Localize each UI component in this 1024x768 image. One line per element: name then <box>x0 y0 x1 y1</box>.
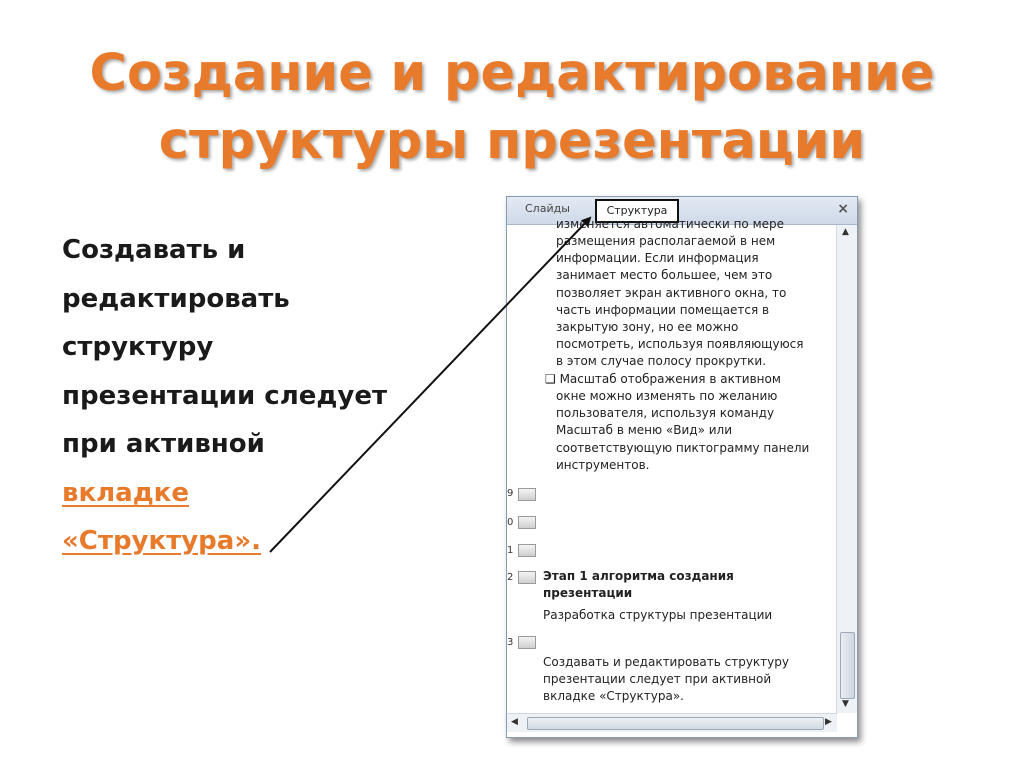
slide-body-text: презентации следует при активной <box>543 672 772 686</box>
scroll-left-icon[interactable]: ◀ <box>511 717 518 727</box>
outline-text-line: инструментов. <box>556 458 650 472</box>
outline-text-line: часть информации помещается в <box>556 303 770 317</box>
slide-number: 9 <box>507 488 514 499</box>
slide-number: 3 <box>507 637 514 648</box>
outline-text-line: изменяется автоматически по мере <box>556 217 785 231</box>
slide-number: 1 <box>507 545 514 556</box>
outline-text-line: соответствующую пиктограмму панели <box>556 441 810 455</box>
body-line: при активной <box>62 429 265 459</box>
tab-outline[interactable]: Структура <box>595 199 679 223</box>
outline-text-line: Масштаб в меню «Вид» или <box>556 423 733 437</box>
outline-text-line: в этом случае полосу прокрутки. <box>556 354 767 368</box>
outline-text-line: посмотреть, используя появляющуюся <box>556 337 804 351</box>
slide-body-text: вкладке «Структура». <box>543 689 684 703</box>
slide-title-text: Этап 1 алгоритма создания <box>543 569 734 583</box>
outline-text-line: размещения располагаемой в нем <box>556 234 776 248</box>
outline-text-line: закрытую зону, но ее можно <box>556 320 739 334</box>
body-line: презентации следует <box>62 380 388 411</box>
outline-text-line: позволяет экран активного окна, то <box>556 286 787 300</box>
body-line: структуру <box>62 332 214 362</box>
outline-bullet-line: ❑ Масштаб отображения в активном <box>545 372 781 386</box>
slide-body-text: Создавать и редактировать структуру <box>543 655 789 669</box>
scroll-up-icon[interactable]: ▲ <box>842 227 849 237</box>
body-line: Создавать и <box>62 235 246 265</box>
tab-slides[interactable]: Слайды <box>525 202 570 215</box>
outline-tab-link[interactable]: вкладке <box>62 477 189 508</box>
outline-text-line: окне можно изменять по желанию <box>556 389 778 403</box>
outline-text-line: пользователя, используя команду <box>556 406 775 420</box>
slide-title-line1: Создание и редактирование <box>89 44 935 103</box>
outline-tab-link-quote[interactable]: «Структура». <box>62 526 261 556</box>
scroll-right-icon[interactable]: ▶ <box>825 717 832 727</box>
slide-number: 0 <box>507 517 514 528</box>
slide-body-text: Разработка структуры презентации <box>543 608 773 622</box>
scroll-down-icon[interactable]: ▼ <box>842 699 849 709</box>
close-icon[interactable]: × <box>837 201 849 217</box>
body-line: редактировать <box>62 283 290 314</box>
slide-title-line2: структуры презентации <box>158 112 866 171</box>
slide-number: 2 <box>507 572 514 583</box>
slide-title-text: презентации <box>543 586 633 600</box>
outline-text-line: занимает место большее, чем это <box>556 268 773 282</box>
outline-text-line: информации. Если информация <box>556 251 759 265</box>
